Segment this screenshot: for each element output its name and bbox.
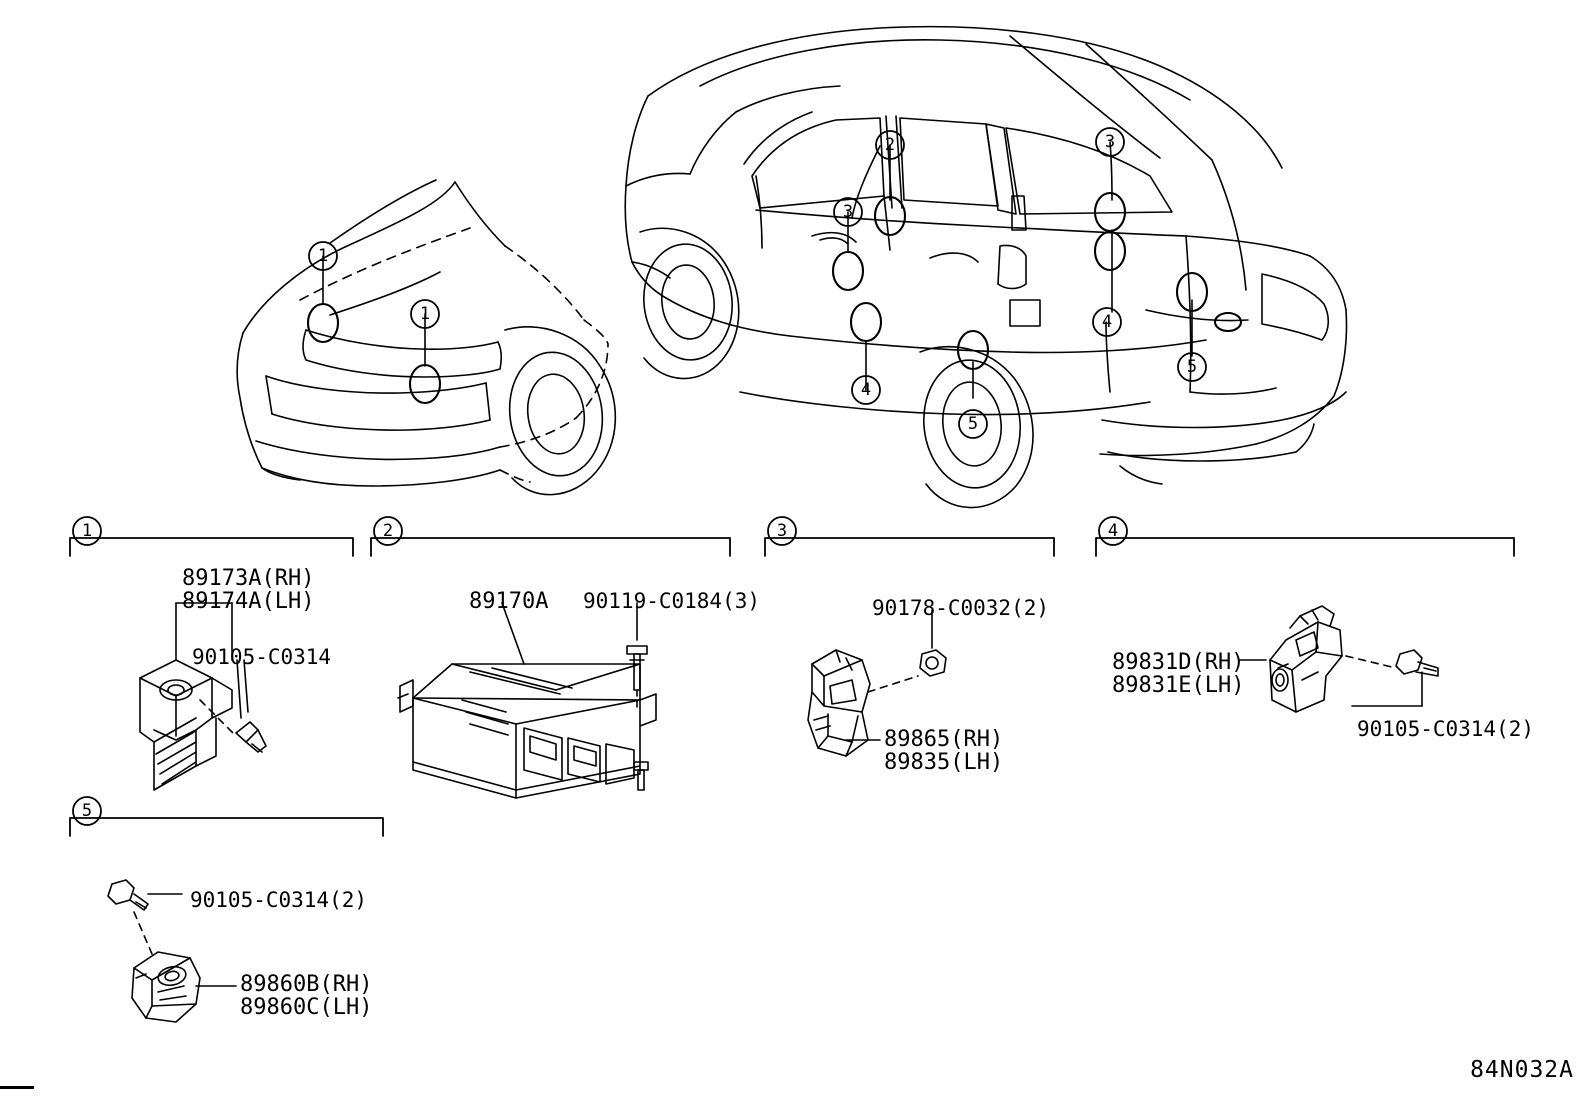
- diagram-code: 84N032A: [1470, 1057, 1574, 1083]
- part-illustration-front-sensor: [140, 603, 266, 790]
- part-illustration-airbag-ecu: [398, 603, 656, 798]
- part-label-89170a: 89170A: [469, 589, 549, 614]
- callout-marker-5b: 5: [967, 414, 979, 434]
- part-label-89831d-rh: 89831D(RH): [1112, 650, 1245, 675]
- callout-marker-2: 2: [884, 135, 896, 155]
- front-callout-leaders: [323, 180, 436, 366]
- callout-marker-5a: 5: [1186, 357, 1198, 377]
- corner-mark: [0, 1086, 34, 1099]
- front-vehicle-illustration: [237, 182, 615, 495]
- callout-marker-4b: 4: [860, 380, 872, 400]
- part-label-90105-c0314-2: 90105-C0314(2): [1357, 717, 1535, 741]
- callout-marker-3b: 3: [842, 202, 854, 222]
- part-label-89860b-rh: 89860B(RH): [240, 972, 373, 997]
- group-number-1: 1: [81, 521, 93, 541]
- rear-sensor-markers: [833, 193, 1241, 369]
- group-number-2: 2: [382, 521, 394, 541]
- callout-marker-1a: 1: [317, 246, 329, 266]
- part-label-89831e-lh: 89831E(LH): [1112, 673, 1245, 698]
- group-number-4: 4: [1107, 521, 1119, 541]
- part-label-89174a-lh: 89174A(LH): [182, 589, 315, 614]
- part-label-90105-c0314-2b: 90105-C0314(2): [190, 888, 368, 912]
- group-number-3: 3: [776, 521, 788, 541]
- part-label-89173a-rh: 89173A(RH): [182, 566, 315, 591]
- part-label-89865-rh: 89865(RH): [884, 727, 1004, 752]
- vehicle-callout-circles: [309, 128, 1206, 438]
- part-label-90105-c0314: 90105-C0314: [192, 645, 332, 669]
- callout-marker-1b: 1: [419, 304, 431, 324]
- part-label-90119-c0184: 90119-C0184(3): [583, 589, 761, 613]
- group-number-5: 5: [81, 801, 93, 821]
- part-label-89835-lh: 89835(LH): [884, 750, 1004, 775]
- part-label-90178-c0032: 90178-C0032(2): [872, 596, 1050, 620]
- callout-marker-4a: 4: [1101, 312, 1113, 332]
- part-label-89860c-lh: 89860C(LH): [240, 995, 373, 1020]
- callout-marker-3a: 3: [1104, 132, 1116, 152]
- part-illustration-rear-side-sensor: [1240, 606, 1438, 712]
